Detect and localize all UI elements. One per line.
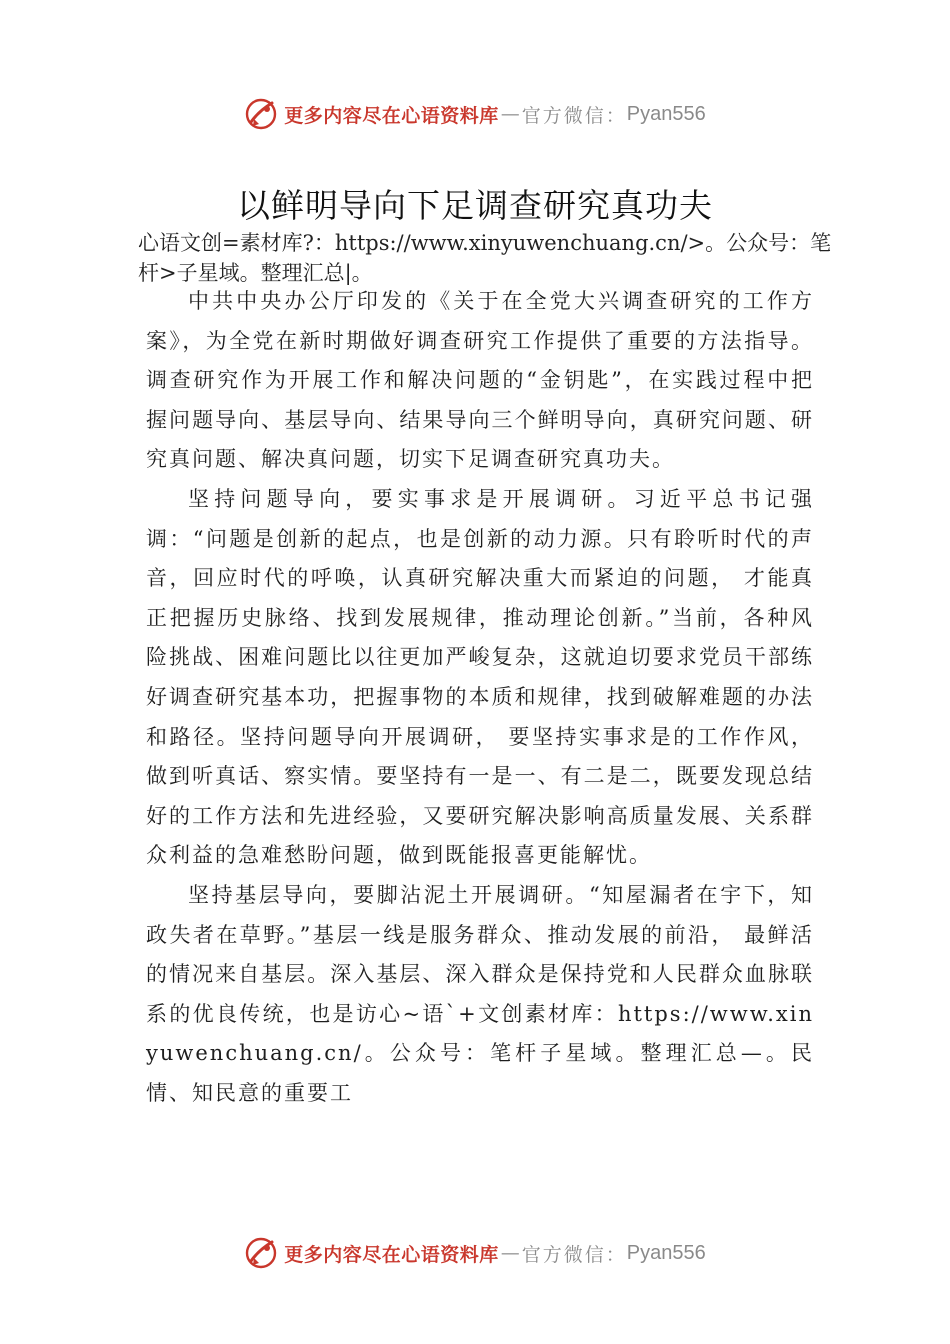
paragraph: 中共中央办公厅印发的《关于在全党大兴调查研究的工作方案》，为全党在新时期做好调查研究工作提供了重要的方法指导。调查研究作为开展工作和解决问题的“金钥匙”，在实践过程中把握问题导向、基层导向、结果导向三个鲜明导向，真研究问题、研究真问题、解决真问题，切实下足调查研究真功夫。 bbox=[146, 289, 814, 472]
document-title: 以鲜明导向下足调查研究真功夫 bbox=[237, 186, 713, 225]
brush-logo-icon bbox=[244, 1236, 278, 1270]
footer-banner bbox=[0, 1231, 950, 1275]
source-note: 心语文创=素材库?：https://www.xinyuwenchuang.cn/>。公众号：笔杆>子星域。整理汇总|。 bbox=[138, 231, 832, 285]
brush-logo-icon bbox=[244, 97, 278, 131]
banner-wechat-label: 官方微信： bbox=[521, 104, 627, 127]
banner-text: 更多内容尽在心语资料库 bbox=[284, 1243, 499, 1266]
banner-wechat-id: Pyan556 bbox=[626, 102, 706, 125]
header-banner bbox=[0, 92, 950, 136]
banner-dash: — bbox=[500, 1242, 520, 1264]
banner-text: 更多内容尽在心语资料库 bbox=[284, 104, 499, 127]
banner-dash: — bbox=[500, 103, 520, 125]
paragraph: 坚持基层导向，要脚沾泥土开展调研。“知屋漏者在宇下，知政失者在草野。”基层一线是服务群众、推动发展的前沿， 最鲜活的情况来自基层。深入基层、深入群众是保持党和人民群众血脉联系的优良传统，也是访心~语`+文创素材库：https://www.xinyuwenchuang.cn/。公众号：笔杆子星域。整理汇总—。民情、知民意的重要工 bbox=[146, 882, 814, 1105]
banner-wechat-id: Pyan556 bbox=[626, 1241, 706, 1264]
article-body bbox=[146, 282, 814, 1113]
banner-wechat-label: 官方微信： bbox=[521, 1243, 627, 1266]
paragraph: 坚持问题导向，要实事求是开展调研。习近平总书记强调：“问题是创新的起点，也是创新的动力源。只有聆听时代的声音，回应时代的呼唤，认真研究解决重大而紧迫的问题， 才能真正把握历史脉络、找到发展规律，推动理论创新。”当前，各种风险挑战、困难问题比以往更加严峻复杂，这就迫切要求党员干部练好调查研究基本功，把握事物的本质和规律，找到破解难题的办法和路径。坚持问题导向开展调研， 要坚持实事求是的工作作风，做到听真话、察实情。要坚持有一是一、有二是二，既要发现总结好的工作方法和先进经验，又要研究解决影响高质量发展、关系群众利益的急难愁盼问题，做到既能报喜更能解忧。 bbox=[146, 486, 814, 868]
